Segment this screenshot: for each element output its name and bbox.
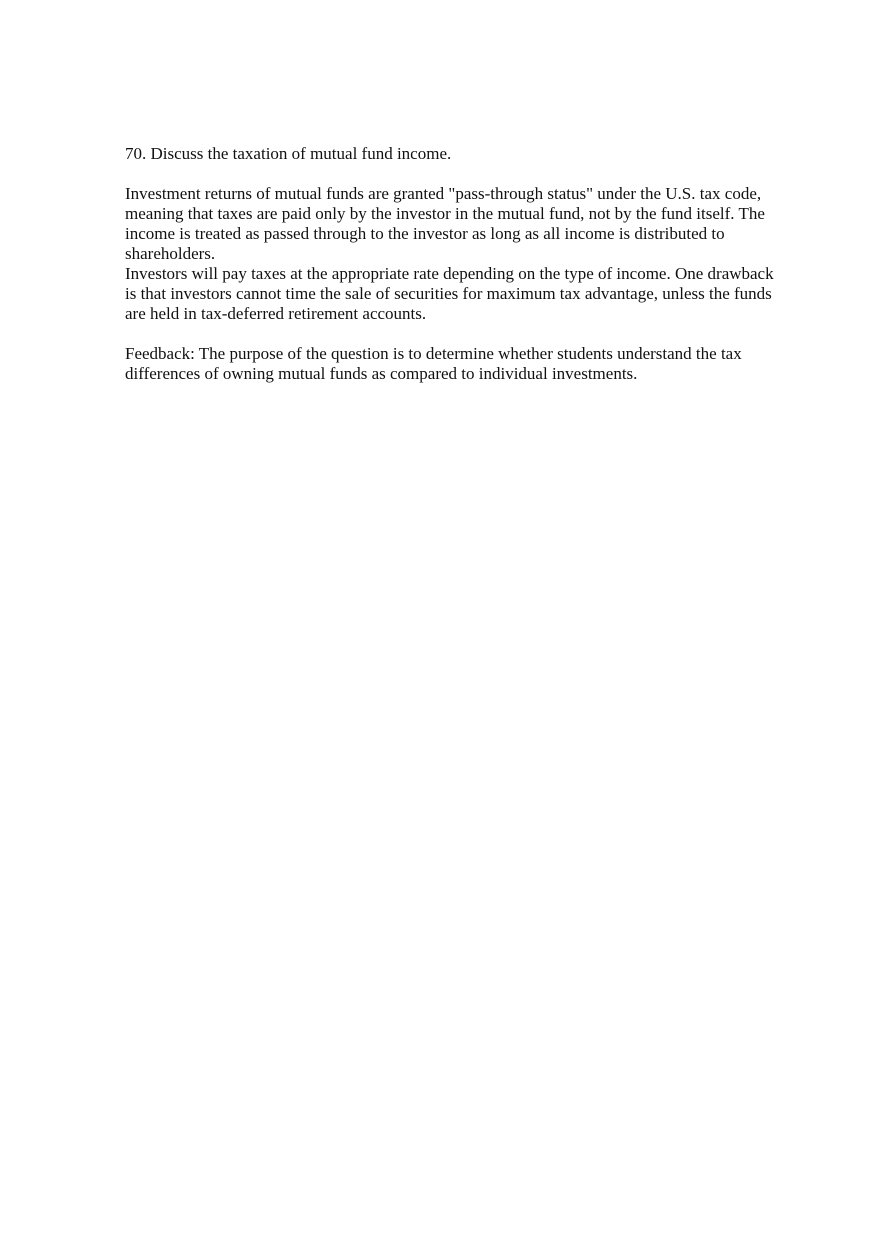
question-text: 70. Discuss the taxation of mutual fund income. [125, 144, 452, 163]
document-content [125, 144, 785, 384]
answer-paragraph: Investment returns of mutual funds are granted "pass-through status" under the U.S. tax code, meaning that taxes are paid only by the investor in the mutual fund, not by the fund itself. The income is treated as passed through to the investor as long as all income is distributed to shareholders. [125, 184, 765, 263]
feedback-text: Feedback: The purpose of the question is to determine whether students understand the tax differences of owning mutual funds as compared to individual investments. [125, 344, 742, 383]
answer-block [125, 184, 785, 324]
answer-paragraph: Investors will pay taxes at the appropriate rate depending on the type of income. One drawback is that investors cannot time the sale of securities for maximum tax advantage, unless the funds are held in tax-deferred retirement accounts. [125, 264, 774, 323]
